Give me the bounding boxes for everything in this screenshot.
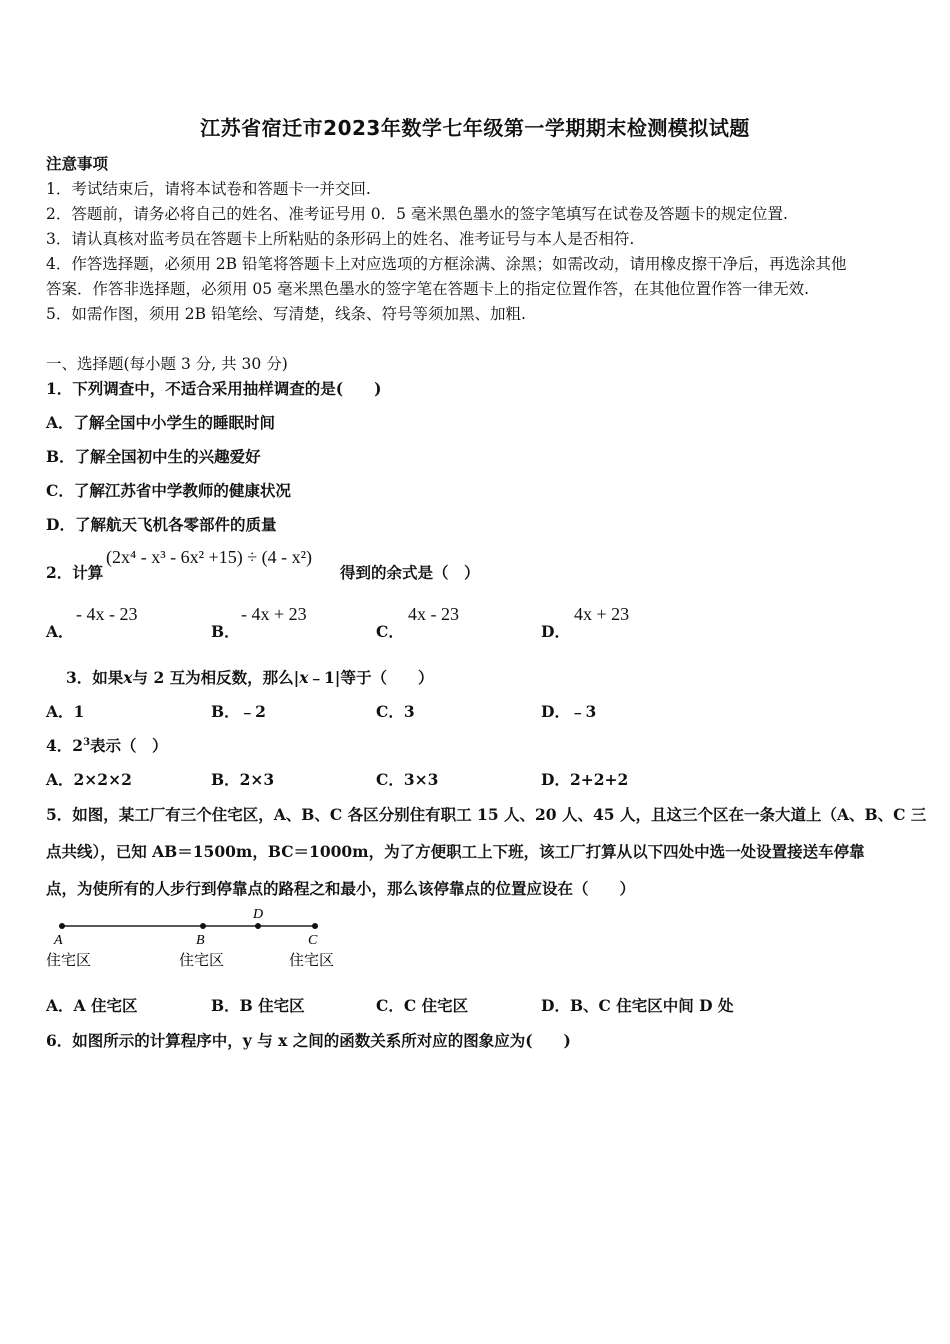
- variable-x: x: [123, 668, 133, 687]
- question-2-label-c: C．: [376, 622, 404, 641]
- question-1-option-a: A．了解全国中小学生的睡眠时间: [46, 413, 276, 432]
- point-label-a: A: [54, 933, 63, 948]
- notice-item: 3．请认真核对监考员在答题卡上所粘贴的条形码上的姓名、准考证号与本人是否相符.: [46, 230, 635, 248]
- stem-part: 4．2: [46, 736, 84, 755]
- notice-item: 答案．作答非选择题，必须用 05 毫米黑色墨水的签字笔在答题卡上的指定位置作答，在其他位置作答一律无效.: [46, 280, 810, 298]
- stem-part: 与 2 互为相反数，那么|: [132, 668, 300, 687]
- point-d: [255, 923, 261, 929]
- stem-part: 表示（ ）: [90, 736, 168, 755]
- question-2-label-b: B．: [211, 622, 240, 641]
- question-5-figure: [40, 900, 360, 976]
- question-2-expression: [106, 547, 312, 568]
- question-5-line-1: 5．如图，某工厂有三个住宅区，A、B、C 各区分别住有职工 15 人、20 人、45 人，且这三个区在一条大道上（A、B、C 三: [46, 805, 927, 824]
- question-2-value-a: - 4x - 23: [76, 604, 138, 624]
- stem-part: 3．如果: [66, 668, 124, 687]
- question-2-prefix: 2．计算: [46, 563, 104, 582]
- notice-item: 2．答题前，请务必将自己的姓名、准考证号用 0．5 毫米黑色墨水的签字笔填写在试卷及答题卡的规定位置.: [46, 205, 788, 223]
- point-c: [312, 923, 318, 929]
- page-title: 江苏省宿迁市2023年数学七年级第一学期期末检测模拟试题: [200, 116, 750, 140]
- point-label-d: D: [253, 907, 264, 922]
- question-6-stem: 6．如图所示的计算程序中，y 与 x 之间的函数关系所对应的图象应为( ): [46, 1031, 571, 1050]
- question-3-option-b: B．﹣2: [211, 702, 266, 721]
- question-5-line-3: 点，为使所有的人步行到停靠点的路程之和最小，那么该停靠点的位置应设在（ ）: [46, 879, 636, 898]
- question-4-stem: [46, 734, 168, 756]
- question-1-option-d: D．了解航天飞机各零部件的质量: [46, 515, 277, 534]
- stem-part: ﹣1|等于（ ）: [308, 668, 434, 687]
- question-2-label-a: A．: [46, 622, 74, 641]
- question-1-option-c: C．了解江苏省中学教师的健康状况: [46, 481, 291, 500]
- question-2-suffix: 得到的余式是（ ）: [340, 563, 480, 582]
- point-a: [59, 923, 65, 929]
- question-5-option-c: C．C 住宅区: [376, 996, 469, 1015]
- question-4-option-c: C．3×3: [376, 770, 439, 789]
- question-2-label-d: D．: [541, 622, 570, 641]
- question-5-option-d: D．B、C 住宅区中间 D 处: [541, 996, 734, 1015]
- exponent: 3: [83, 736, 91, 748]
- question-3-option-c: C．3: [376, 702, 415, 721]
- notice-item: 4．作答选择题，必须用 2B 铅笔将答题卡上对应选项的方框涂满、涂黑；如需改动，请用橡皮擦干净后，再选涂其他: [46, 255, 847, 273]
- question-2-value-c: 4x - 23: [408, 604, 459, 624]
- zone-label-b: 住宅区: [179, 951, 225, 969]
- notice-heading: 注意事项: [46, 154, 109, 173]
- question-5-option-b: B．B 住宅区: [211, 996, 305, 1015]
- point-label-b: B: [196, 933, 205, 948]
- zone-label-c: 住宅区: [289, 951, 335, 969]
- variable-x: x: [299, 668, 309, 687]
- zone-label-a: 住宅区: [46, 951, 92, 969]
- question-5-option-a: A．A 住宅区: [46, 996, 138, 1015]
- section-heading: 一、选择题(每小题 3 分, 共 30 分): [46, 355, 288, 373]
- question-4-option-d: D．2+2+2: [541, 770, 629, 789]
- question-1-option-b: B．了解全国初中生的兴趣爱好: [46, 447, 261, 466]
- question-4-option-a: A．2×2×2: [46, 770, 132, 789]
- dividend: (2x⁴ - x³ - 6x² +15): [106, 547, 243, 567]
- question-5-line-2: 点共线），已知 AB＝1500m，BC＝1000m，为了方便职工上下班，该工厂打算从以下四处中选一处设置接送车停靠: [46, 842, 865, 861]
- question-3-option-a: A．1: [46, 702, 85, 721]
- question-4-option-b: B．2×3: [211, 770, 275, 789]
- divide-sign: ÷: [247, 547, 258, 567]
- question-1-stem: 1．下列调查中，不适合采用抽样调查的是( ): [46, 379, 382, 398]
- notice-item: 1．考试结束后，请将本试卷和答题卡一并交回.: [46, 180, 371, 198]
- question-2-value-b: - 4x + 23: [241, 604, 307, 624]
- question-3-stem: [66, 666, 433, 688]
- notice-item: 5．如需作图，须用 2B 铅笔绘、写清楚，线条、符号等须加黑、加粗.: [46, 305, 526, 323]
- question-2-value-d: 4x + 23: [574, 604, 630, 624]
- point-label-c: C: [308, 933, 318, 948]
- question-3-option-d: D．﹣3: [541, 702, 597, 721]
- point-b: [200, 923, 206, 929]
- divisor: (4 - x²): [261, 547, 312, 567]
